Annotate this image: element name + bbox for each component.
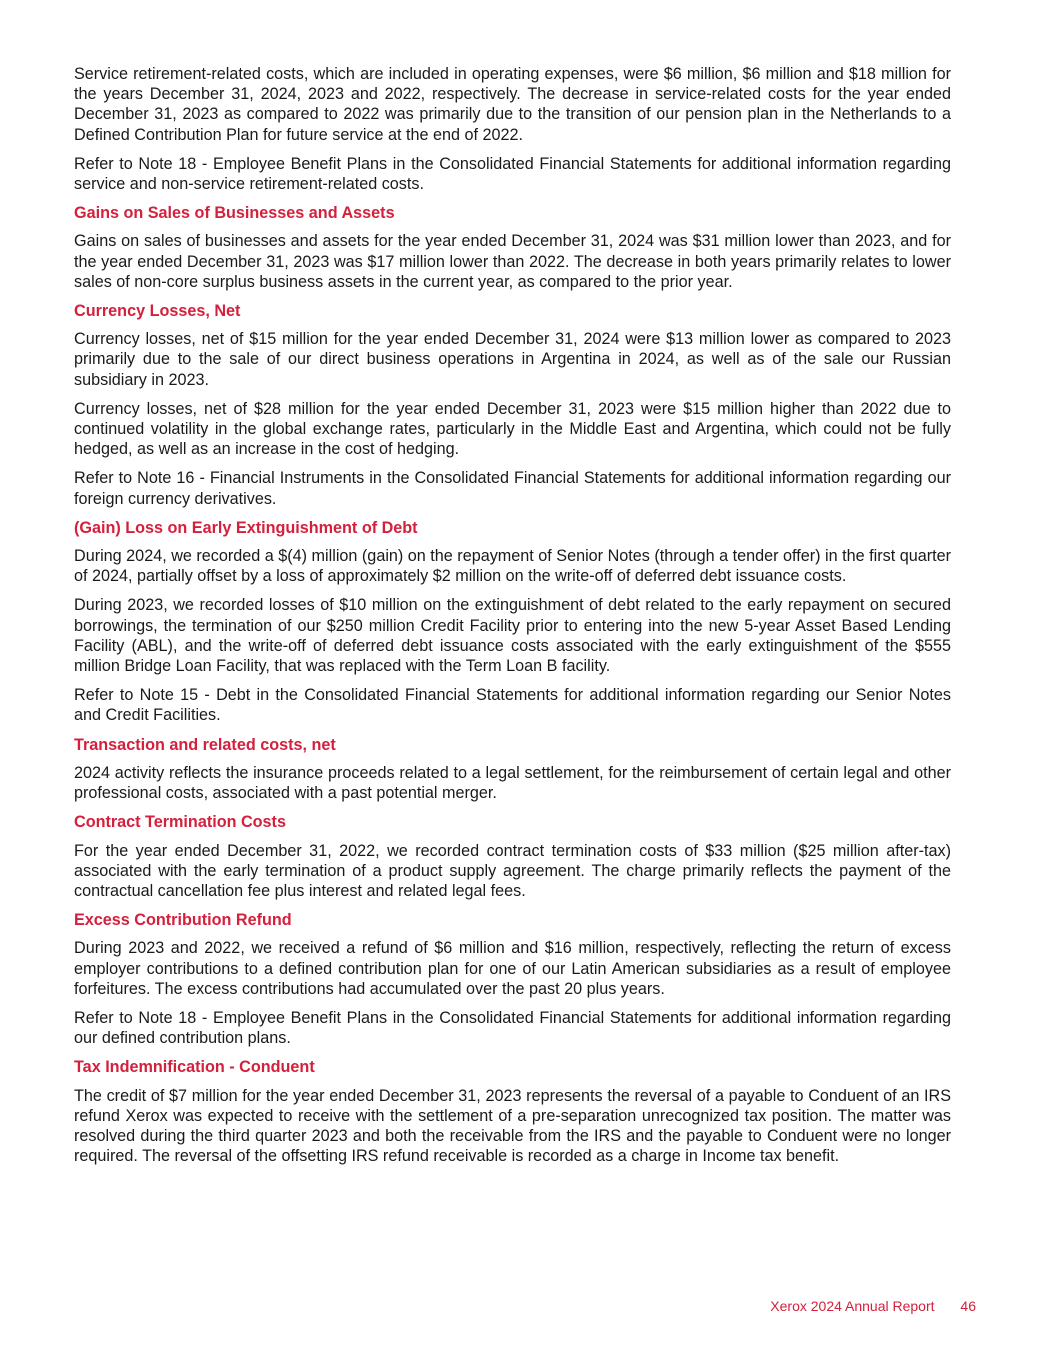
paragraph-note-16-reference: Refer to Note 16 - Financial Instruments in the Consolidated Financial Statements for additional information regarding our foreign currency derivatives.	[74, 469, 951, 508]
paragraph-debt-2024: During 2024, we recorded a $(4) million (gain) on the repayment of Senior Notes (through a tender offer) in the first quarter of 2024, partially offset by a loss of approximately $2 million on the write-off of deferred debt issuance costs.	[74, 547, 951, 586]
heading-tax-indemnification: Tax Indemnification - Conduent	[74, 1058, 315, 1077]
footer-report-title: Xerox 2024 Annual Report	[770, 1298, 935, 1314]
paragraph-note-15-reference: Refer to Note 15 - Debt in the Consolidated Financial Statements for additional information regarding our Senior Notes and Credit Facilities.	[74, 686, 951, 725]
paragraph-transaction-costs: 2024 activity reflects the insurance proceeds related to a legal settlement, for the reimbursement of certain legal and other professional costs, associated with a past potential merger.	[74, 763, 951, 803]
heading-currency-losses: Currency Losses, Net	[74, 302, 241, 321]
paragraph-excess-contribution: During 2023 and 2022, we received a refund of $6 million and $16 million, respectively, reflecting the return of excess employer contributions to a defined contribution plan for one of our Latin American subsidiaries as a result of employee forfeitures. The excess contributions had accumulated over the past 20 plus years.	[74, 939, 951, 998]
paragraph-service-retirement-costs: Service retirement-related costs, which are included in operating expenses, were $6 million, $6 million and $18 million for the years December 31, 2024, 2023 and 2022, respectively. The decrease in service-related costs for the year ended December 31, 2023 as compared to 2022 was primarily due to the transition of our pension plan in the Netherlands to a Defined Contribution Plan for future service at the end of 2022.	[74, 65, 951, 144]
paragraph-note-18-defined-contribution: Refer to Note 18 - Employee Benefit Plans in the Consolidated Financial Statements for additional information regarding our defined contribution plans.	[74, 1008, 951, 1048]
heading-contract-termination: Contract Termination Costs	[74, 813, 286, 832]
paragraph-tax-indemnification: The credit of $7 million for the year ended December 31, 2023 represents the reversal of a payable to Conduent of an IRS refund Xerox was expected to receive with the settlement of a pre-separation unrecognized tax position. The matter was resolved during the third quarter 2023 and both the receivable from the IRS and the payable to Conduent were no longer required. The reversal of the offsetting IRS refund receivable is recorded as a charge in Income tax benefit.	[74, 1086, 951, 1166]
paragraph-currency-losses-2023: Currency losses, net of $28 million for the year ended December 31, 2023 were $15 million higher than 2022 due to continued volatility in the global exchange rates, particularly in the Middle East and Argentina, which could not be fully hedged, as well as an increase in the cost of hedging.	[74, 399, 951, 459]
document-body	[74, 64, 951, 1175]
heading-transaction-costs: Transaction and related costs, net	[74, 735, 336, 754]
heading-excess-contribution-refund: Excess Contribution Refund	[74, 911, 292, 930]
paragraph-contract-termination: For the year ended December 31, 2022, we recorded contract termination costs of $33 million ($25 million after-tax) associated with the early termination of a product supply agreement. The charge primarily reflects the payment of the contractual cancellation fee plus interest and related legal fees.	[74, 841, 951, 900]
paragraph-currency-losses-2024: Currency losses, net of $15 million for the year ended December 31, 2024 were $13 million lower as compared to 2023 primarily due to the sale of our direct business operations in Argentina in 2024, as well as of the sale our Russian subsidiary in 2023.	[74, 330, 951, 389]
heading-gains-on-sales: Gains on Sales of Businesses and Assets	[74, 204, 395, 223]
paragraph-gains-on-sales: Gains on sales of businesses and assets for the year ended December 31, 2024 was $31 million lower than 2023, and for the year ended December 31, 2023 was $17 million lower than 2022. The decrease in both years primarily relates to lower sales of non-core surplus business assets in the current year, as compared to the prior year.	[74, 232, 951, 291]
paragraph-note-18-reference: Refer to Note 18 - Employee Benefit Plans in the Consolidated Financial Statements for additional information regarding service and non-service retirement-related costs.	[74, 154, 951, 194]
paragraph-debt-2023: During 2023, we recorded losses of $10 million on the extinguishment of debt related to the early repayment on secured borrowings, the termination of our $250 million Credit Facility prior to entering into the new 5-year Asset Based Lending Facility (ABL), and the write-off of deferred debt issuance costs associated with the early extinguishment of the $555 million Bridge Loan Facility, that was replaced with the Term Loan B facility.	[74, 596, 951, 676]
page-footer	[770, 1298, 976, 1314]
heading-early-extinguishment-debt: (Gain) Loss on Early Extinguishment of Debt	[74, 518, 418, 537]
page-number: 46	[960, 1298, 976, 1314]
